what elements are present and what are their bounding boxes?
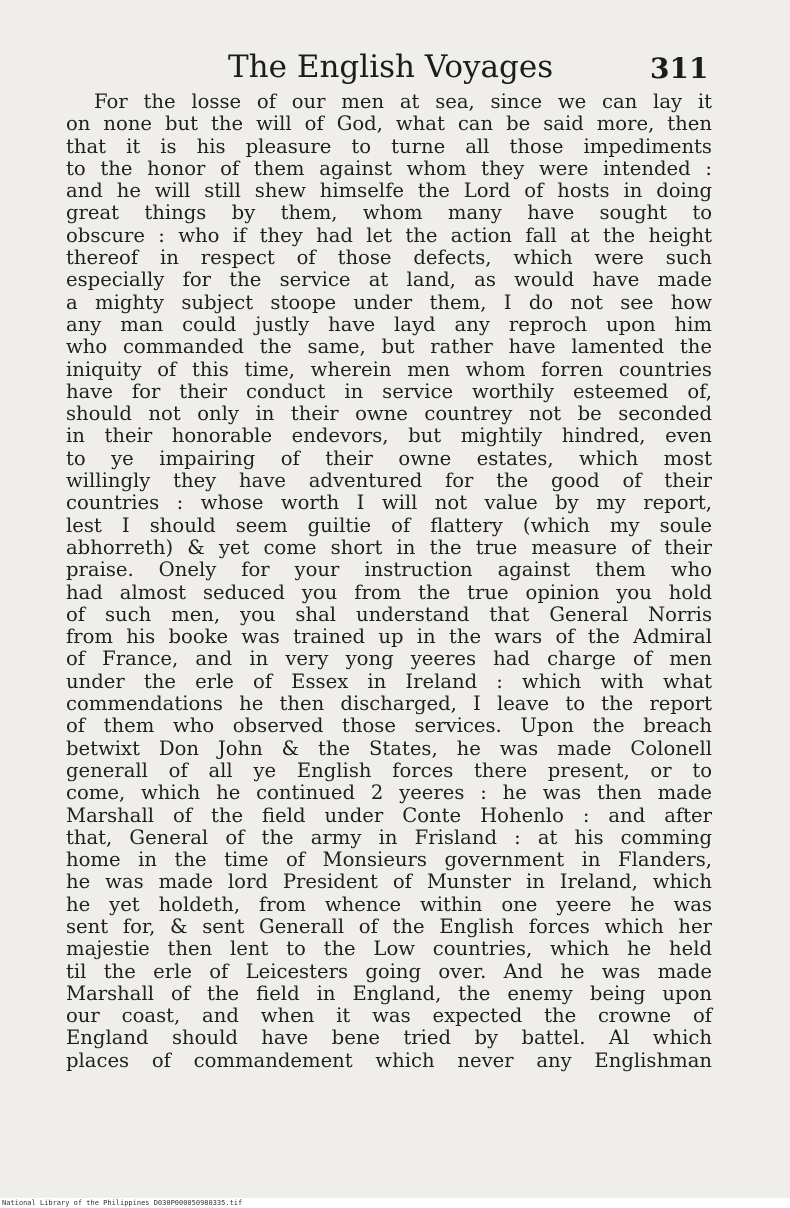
text-line: a mighty subject stoope under them, I do not see how — [66, 290, 712, 314]
text-line: places of commandement which never any Englishman — [66, 1048, 712, 1072]
text-line: he was made lord President of Munster in Ireland, which — [66, 870, 712, 894]
text-line: he yet holdeth, from whence within one yeere he was — [66, 892, 712, 916]
text-line: til the erle of Leicesters going over. And he was made — [66, 959, 712, 983]
scan-info: National Library of the Philippines D030P000050980335.tif — [2, 1199, 243, 1207]
text-line: have for their conduct in service worthily esteemed of, — [66, 379, 712, 403]
text-line: who commanded the same, but rather have lamented the — [66, 335, 712, 359]
text-line: praise. Onely for your instruction against them who — [66, 558, 712, 582]
text-line: willingly they have adventured for the good of their — [66, 469, 712, 493]
text-line: any man could justly have layd any reproch upon him — [66, 312, 712, 336]
text-line: to ye impairing of their owne estates, which most — [66, 446, 712, 470]
text-line: that, General of the army in Frisland : at his comming — [66, 825, 712, 849]
text-line: to the honor of them against whom they were intended : — [66, 156, 712, 180]
scan-footer — [0, 1198, 790, 1208]
text-line: that it is his pleasure to turne all those impediments — [66, 134, 712, 158]
text-line: and he will still shew himselfe the Lord of hosts in doing — [66, 179, 712, 203]
text-line: obscure : who if they had let the action fall at the height — [66, 223, 712, 247]
text-line: of them who observed those services. Upon the breach — [66, 714, 712, 738]
text-line: iniquity of this time, wherein men whom forren countries — [66, 357, 712, 381]
page-title: The English Voyages — [228, 49, 554, 85]
text-line: especially for the service at land, as would have made — [66, 268, 712, 292]
body-text — [66, 91, 712, 1072]
text-line: lest I should seem guiltie of flattery (which my soule — [66, 513, 712, 537]
running-head — [0, 50, 790, 90]
text-line: commendations he then discharged, I leave to the report — [66, 692, 712, 716]
text-line: come, which he continued 2 yeeres : he was then made — [66, 781, 712, 805]
text-line: home in the time of Monsieurs government in Flanders, — [66, 848, 712, 872]
text-line: Marshall of the field in England, the enemy being upon — [66, 981, 712, 1005]
text-line: sent for, & sent Generall of the English forces which her — [66, 914, 712, 938]
text-line: majestie then lent to the Low countries, which he held — [66, 937, 712, 961]
text-line: generall of all ye English forces there present, or to — [66, 758, 712, 782]
text-line: should not only in their owne countrey not be seconded — [66, 402, 712, 426]
text-line: from his booke was trained up in the wars of the Admiral — [66, 625, 712, 649]
text-line: great things by them, whom many have sought to — [66, 201, 712, 225]
text-line: betwixt Don John & the States, he was made Colonell — [66, 736, 712, 760]
text-line: had almost seduced you from the true opinion you hold — [66, 580, 712, 604]
text-line: our coast, and when it was expected the crowne of — [66, 1004, 712, 1028]
text-line: under the erle of Essex in Ireland : which with what — [66, 669, 712, 693]
text-line: abhorreth) & yet come short in the true measure of their — [66, 535, 712, 559]
text-line: of France, and in very yong yeeres had charge of men — [66, 647, 712, 671]
page-number: 311 — [650, 52, 709, 85]
text-line: For the losse of our men at sea, since we can lay it — [94, 90, 712, 113]
text-line: of such men, you shal understand that General Norris — [66, 602, 712, 626]
text-line: on none but the will of God, what can be said more, then — [66, 112, 712, 136]
text-line: countries : whose worth I will not value by my report, — [66, 491, 712, 515]
text-line: Marshall of the field under Conte Hohenlo : and after — [66, 803, 712, 827]
text-line: England should have bene tried by battel. Al which — [66, 1026, 712, 1050]
text-line: thereof in respect of those defects, which were such — [66, 246, 712, 270]
text-line: in their honorable endevors, but mightily hindred, even — [66, 424, 712, 448]
